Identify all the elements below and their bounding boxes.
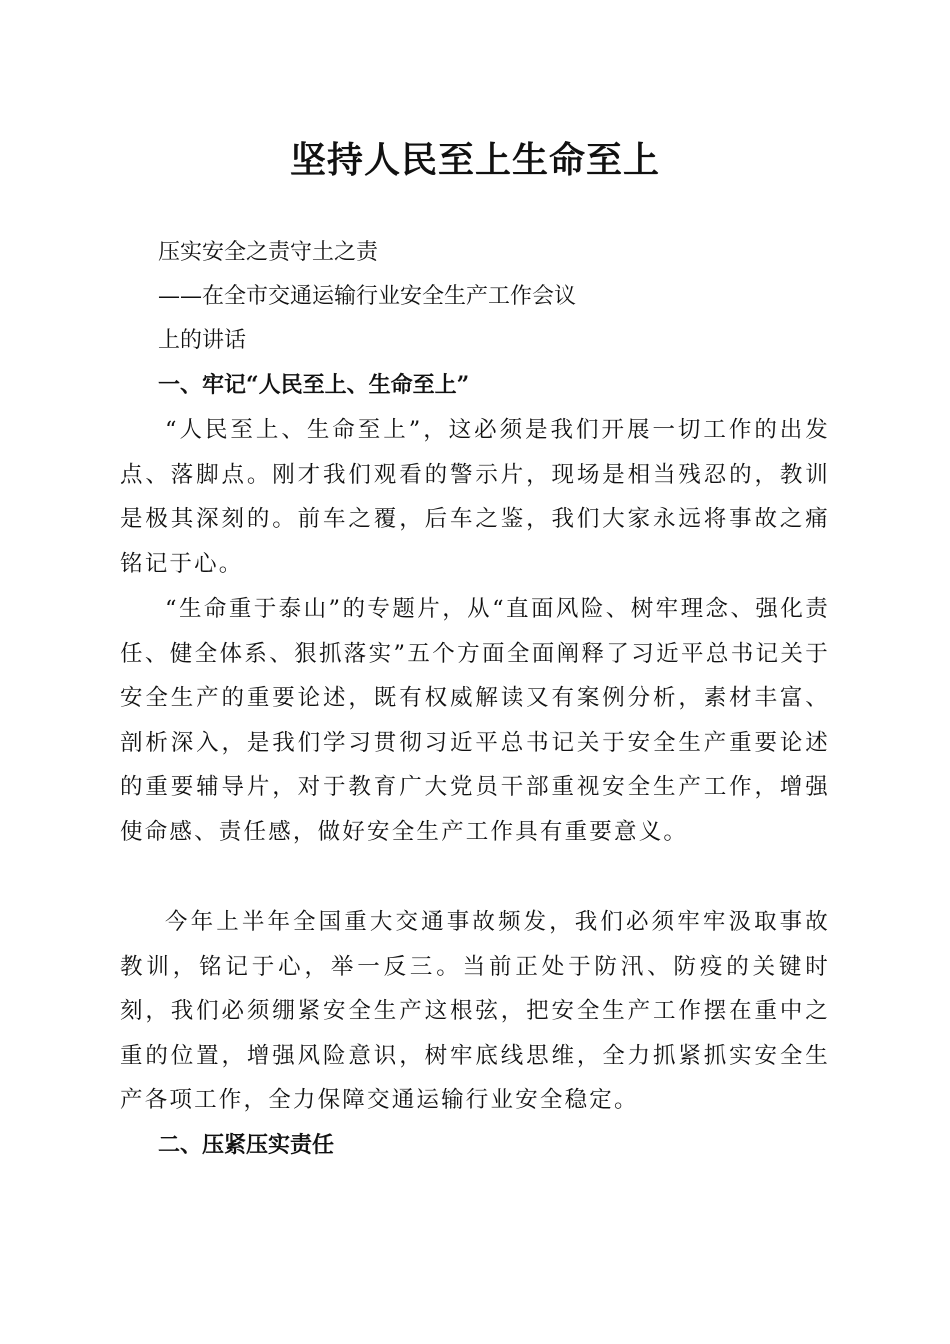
- section-2-heading: 二、压紧压实责任: [158, 1132, 335, 1158]
- document-title: 坚持人民至上生命至上: [289, 139, 660, 181]
- subtitle-line-3: 上的讲话: [158, 328, 247, 353]
- section-1-heading: 一、牢记“人民至上、生命至上”: [158, 372, 470, 398]
- subtitle-line-1: 压实安全之责守土之责: [158, 240, 379, 265]
- section-1-paragraph-3: 今年上半年全国重大交通事故频发，我们必须牢牢汲取事故教训，铭记于心，举一反三。当前正处于防汛、防疫的关键时刻，我们必须绷紧安全生产这根弦，把安全生产工作摆在重中之重的位置，增强风险意识，树牢底线思维，全力抓紧抓实安全生产各项工作，全力保障交通运输行业安全稳定。: [120, 909, 830, 1113]
- section-1-paragraph-2: “生命重于泰山”的专题片，从“直面风险、树牢理念、强化责任、健全体系、狠抓落实”五个方面全面阐释了习近平总书记关于安全生产的重要论述，既有权威解读又有案例分析，素材丰富、剖析深入，是我们学习贯彻习近平总书记关于安全生产重要论述的重要辅导片，对于教育广大党员干部重视安全生产工作，增强使命感、责任感，做好安全生产工作具有重要意义。: [120, 596, 830, 845]
- subtitle-line-2: ——在全市交通运输行业安全生产工作会议: [158, 284, 577, 309]
- section-1-paragraph-1: “人民至上、生命至上”，这必须是我们开展一切工作的出发点、落脚点。刚才我们观看的警示片，现场是相当残忍的，教训是极其深刻的。前车之覆，后车之鉴，我们大家永远将事故之痛铭记于心。: [120, 417, 830, 577]
